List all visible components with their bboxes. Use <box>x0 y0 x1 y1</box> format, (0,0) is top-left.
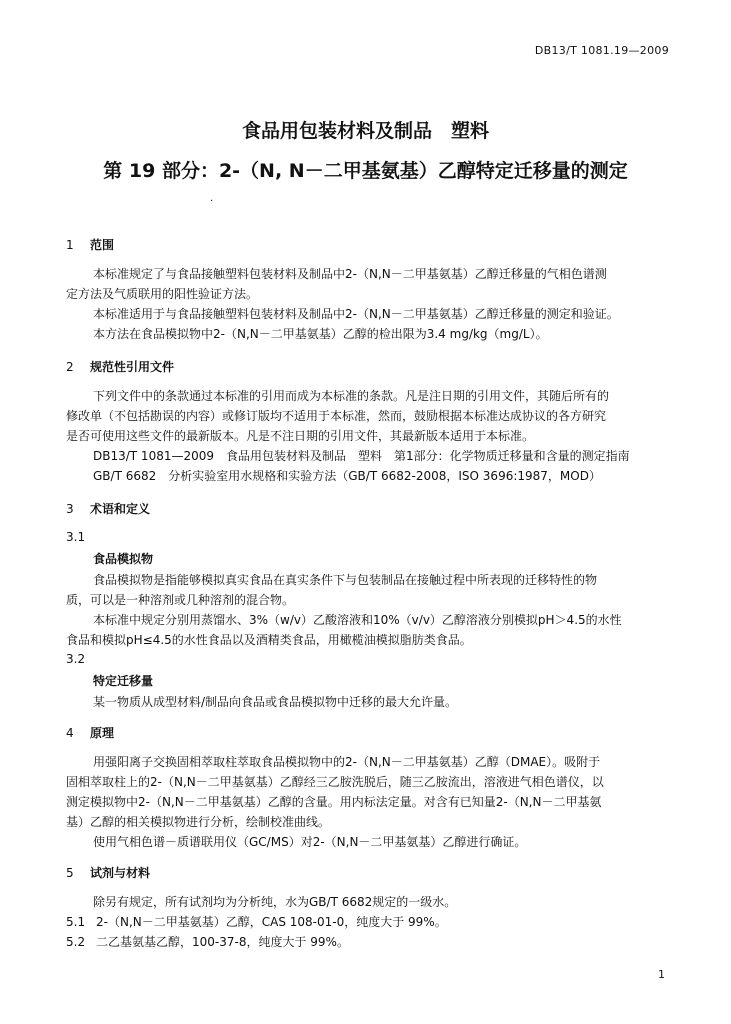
section-2-number: 2 <box>66 360 74 374</box>
section-5-number: 5 <box>66 866 74 880</box>
section-2-para-1-line-2: 修改单（不包括勘误的内容）或修订版均不适用于本标准，然而，鼓励根据本标准达成协议的各方研究 <box>66 409 607 423</box>
section-3-heading <box>66 500 150 517</box>
section-1-para-3: 本方法在食品模拟物中2-（N,N－二甲基氨基）乙醇的检出限为3.4 mg/kg（mg/L）。 <box>93 327 548 341</box>
stray-mark: · <box>210 196 214 207</box>
section-2-para-1-line-1: 下列文件中的条款通过本标准的引用而成为本标准的条款。凡是注日期的引用文件，其随后所有的 <box>93 389 610 403</box>
standard-number: DB13/T 1081.19—2009 <box>534 44 669 57</box>
reference-2: GB/T 6682 分析实验室用水规格和实验方法（GB/T 6682-2008，ISO 3696:1987，MOD） <box>93 469 601 483</box>
section-4-para-1-line-3: 测定模拟物中2-（N,N－二甲基氨基）乙醇的含量。用内标法定量。对含有已知量2-（N,N－二甲基氨 <box>66 795 602 809</box>
reagent-5-2-text: 二乙基氨基乙醇，100-37-8，纯度大于 99%。 <box>96 935 349 949</box>
section-3-title: 术语和定义 <box>90 502 151 516</box>
reagent-5-1-text: 2-（N,N－二甲基氨基）乙醇，CAS 108-01-0，纯度大于 99%。 <box>96 915 447 929</box>
section-4-para-1-line-2: 固相萃取柱上的2-（N,N－二甲基氨基）乙醇经三乙胺洗脱后，随三乙胺流出，溶液进气相色谱仪，以 <box>66 775 604 789</box>
page-number: 1 <box>658 968 665 981</box>
section-5-title: 试剂与材料 <box>90 866 151 880</box>
section-2-title: 规范性引用文件 <box>90 360 175 374</box>
reagent-5-2 <box>66 932 349 952</box>
reagent-5-1 <box>66 912 447 932</box>
term-3-1-para-2-line-2: 食品和模拟pH≤4.5的水性食品以及酒精类食品，用橄榄油模拟脂肪类食品。 <box>66 633 472 647</box>
section-3-number: 3 <box>66 502 74 516</box>
section-1-heading <box>66 236 114 253</box>
subsection-3-2-number: 3.2 <box>66 652 86 666</box>
reagent-5-2-number: 5.2 <box>66 935 86 949</box>
term-3-2-para-1: 某一物质从成型材料/制品向食品或食品模拟物中迁移的最大允许量。 <box>93 695 458 709</box>
document-title: 食品用包装材料及制品 塑料 <box>241 120 489 142</box>
section-1-para-1-line-1: 本标准规定了与食品接触塑料包装材料及制品中2-（N,N－二甲基氨基）乙醇迁移量的气相色谱测 <box>93 267 607 281</box>
section-4-para-1-line-4: 基）乙醇的相关模拟物进行分析，绘制校准曲线。 <box>66 815 331 829</box>
term-specific-migration: 特定迁移量 <box>93 674 154 688</box>
section-4-para-1-line-1: 用强阳离子交换固相萃取柱萃取食品模拟物中的2-（N,N－二甲基氨基）乙醇（DMAE）。吸附于 <box>93 755 601 769</box>
term-3-1-para-2-line-1: 本标准中规定分别用蒸馏水、3%（w/v）乙酸溶液和10%（v/v）乙醇溶液分别模拟pH＞4.5的水性 <box>93 613 622 627</box>
section-1-title: 范围 <box>90 238 115 252</box>
section-4-number: 4 <box>66 726 74 740</box>
term-3-1-para-1-line-1: 食品模拟物是指能够模拟真实食品在真实条件下与包装制品在接触过程中所表现的迁移特性的物 <box>93 573 598 587</box>
section-1-para-1-line-2: 定方法及气质联用的阳性验证方法。 <box>66 287 259 301</box>
section-2-para-1-line-3: 是否可使用这些文件的最新版本。凡是不注日期的引用文件，其最新版本适用于本标准。 <box>66 429 535 443</box>
section-1-para-2: 本标准适用于与食品接触塑料包装材料及制品中2-（N,N－二甲基氨基）乙醇迁移量的测定和验证。 <box>93 307 619 321</box>
section-2-heading <box>66 358 174 375</box>
section-4-title: 原理 <box>90 726 115 740</box>
term-food-simulant: 食品模拟物 <box>93 552 154 566</box>
section-4-para-2: 使用气相色谱－质谱联用仪（GC/MS）对2-（N,N－二甲基氨基）乙醇进行确证。 <box>93 835 527 849</box>
section-4-heading <box>66 724 114 741</box>
section-5-para-1: 除另有规定，所有试剂均为分析纯，水为GB/T 6682规定的一级水。 <box>93 895 457 909</box>
subsection-3-1-number: 3.1 <box>66 530 86 544</box>
section-1-number: 1 <box>66 238 74 252</box>
term-3-1-para-1-line-2: 质，可以是一种溶剂或几种溶剂的混合物。 <box>66 593 295 607</box>
reagent-5-1-number: 5.1 <box>66 915 86 929</box>
document-subtitle: 第 19 部分：2-（N, N－二甲基氨基）乙醇特定迁移量的测定 <box>103 160 628 182</box>
section-5-heading <box>66 864 150 881</box>
reference-1: DB13/T 1081—2009 食品用包装材料及制品 塑料 第1部分：化学物质迁移量和含量的测定指南 <box>93 449 630 463</box>
